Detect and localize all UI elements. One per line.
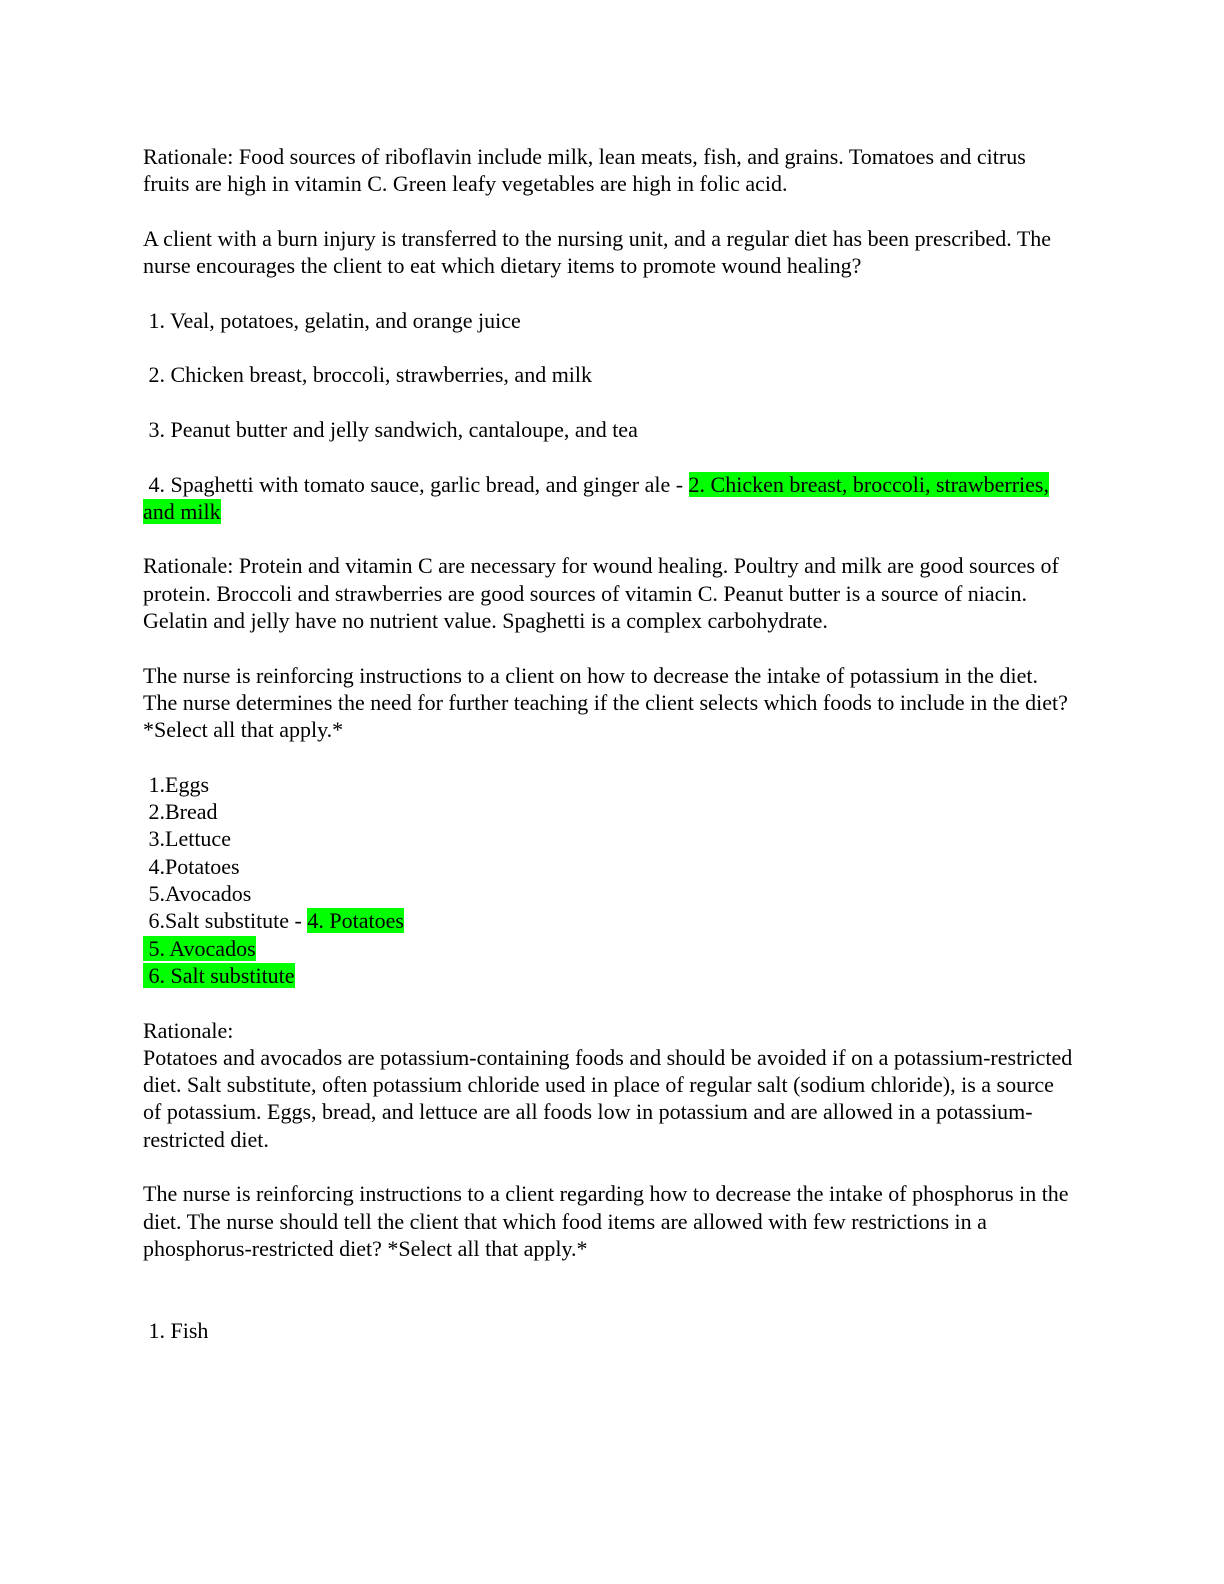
q3-answer-1-highlight: 4. Potatoes xyxy=(307,908,404,934)
select-all-instruction: *Select all that apply.* xyxy=(143,717,344,743)
q2-option-4-with-answer xyxy=(143,471,1073,526)
document-page xyxy=(143,143,1073,1344)
q3-answer-3-highlight: 6. Salt substitute xyxy=(143,962,295,988)
q3-answer-2-highlight: 5. Avocados xyxy=(143,935,256,961)
rationale-wound-healing: Rationale: Protein and vitamin C are necessary for wound healing. Poultry and milk are good sources of protein. Broccoli and strawberries are good sources of vitamin C. Peanut butter is a source of niacin. Gelatin and jelly have no nutrient value. Spaghetti is a complex carbohydrate. xyxy=(143,553,1059,634)
q3-option-2: 2.Bread xyxy=(143,799,218,825)
q2-option-2: 2. Chicken breast, broccoli, strawberries, and milk xyxy=(143,362,593,388)
question-phosphorus: The nurse is reinforcing instructions to a client regarding how to decrease the intake of phosphorus in the diet. The nurse should tell the client that which food items are allowed with few restrictions in a phosphorus-restricted diet? *Select all that apply.* xyxy=(143,1181,1069,1261)
q3-answer-3-line xyxy=(143,962,1073,989)
q4-option-1: 1. Fish xyxy=(143,1317,209,1343)
q3-answer-2-line xyxy=(143,935,1073,962)
q3-option-1: 1.Eggs xyxy=(143,771,209,797)
rationale-riboflavin: Rationale: Food sources of riboflavin include milk, lean meats, fish, and grains. Tomatoes and citrus fruits are high in vitamin C. Green leafy vegetables are high in folic acid. xyxy=(143,144,1026,197)
q2-option-4: 4. Spaghetti with tomato sauce, garlic bread, and ginger ale - xyxy=(143,471,689,497)
q3-option-list xyxy=(143,771,1073,989)
blank-gap xyxy=(143,1262,1073,1317)
rationale-potassium: Potatoes and avocados are potassium-containing foods and should be avoided if on a potassium-restricted diet. Salt substitute, often potassium chloride used in place of regular salt (sodium chloride), is a source of potassium. Eggs, bread, and lettuce are all foods low in potassium and are allowed in a potassium-restricted diet. xyxy=(143,1044,1073,1152)
q3-option-6-with-answer xyxy=(143,907,1073,934)
q3-option-6: 6.Salt substitute - xyxy=(143,908,308,934)
question-burn-injury: A client with a burn injury is transferred to the nursing unit, and a regular diet has been prescribed. The nurse encourages the client to eat which dietary items to promote wound healing? xyxy=(143,225,1052,279)
rationale-label: Rationale: xyxy=(143,1017,234,1043)
question-potassium: The nurse is reinforcing instructions to a client on how to decrease the intake of potassium in the diet. The nurse determines the need for further teaching if the client selects which foods to include in the diet? xyxy=(143,662,1068,715)
q3-option-4: 4.Potatoes xyxy=(143,853,240,879)
q2-answer-highlight: 2. Chicken breast, broccoli, strawberries, and milk xyxy=(143,471,1049,524)
q3-option-3: 3.Lettuce xyxy=(143,826,231,852)
q2-option-3: 3. Peanut butter and jelly sandwich, cantaloupe, and tea xyxy=(143,416,638,442)
q2-option-1: 1. Veal, potatoes, gelatin, and orange juice xyxy=(143,307,521,333)
q3-option-5: 5.Avocados xyxy=(143,881,252,907)
